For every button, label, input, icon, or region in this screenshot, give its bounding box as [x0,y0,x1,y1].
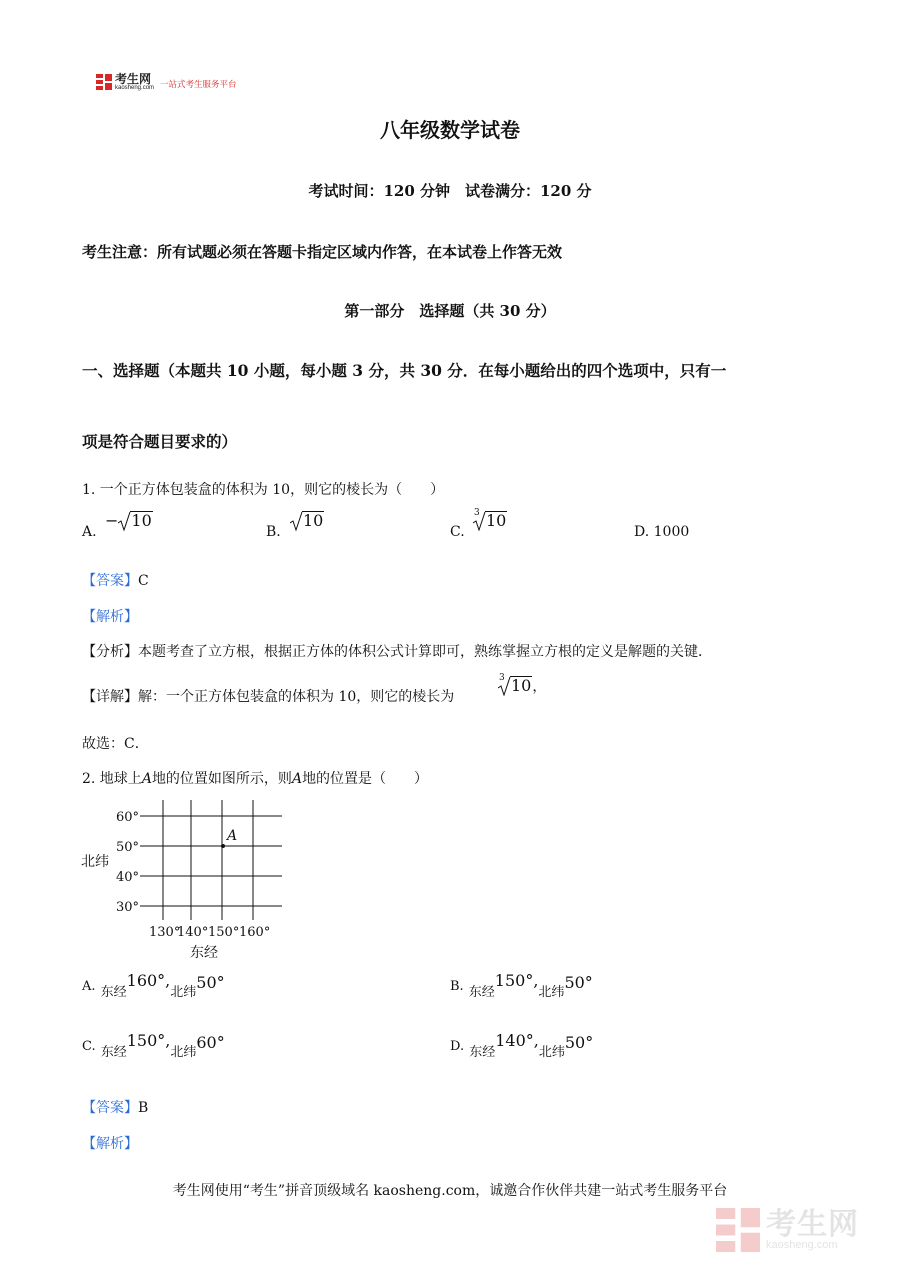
q2-option-b-val1: 150°, [494,971,539,990]
q2-grid [140,800,282,920]
q2-option-c-val1: 150°, [126,1031,171,1050]
y-tick-label: 40° [116,870,140,885]
x-tick-label: 130° [149,925,181,940]
q2-option-b-label: B. [450,979,464,994]
q1-option-b [290,511,324,530]
q1-answer-value: C [138,573,149,589]
q1-detail-root [498,673,547,696]
q1-detail-radicand: 10 [511,676,532,695]
exam-notice: 考生注意：所有试题必须在答题卡指定区域内作答，在本试卷上作答无效 [82,243,563,261]
y-tick-label: 50° [116,840,140,855]
q2-option-c-label: C. [82,1039,96,1054]
watermark [716,1200,859,1260]
q1-option-a [105,511,153,530]
cube-root-icon [498,673,532,695]
watermark-domain: kaosheng.com [766,1238,838,1251]
q1-option-d-label: D. [634,524,650,540]
q1-option-c-label: C. [450,524,465,540]
q2-option-c-dir1: 东经 [100,1045,127,1060]
q2-option-d [450,1031,594,1060]
q1-answer [82,570,149,590]
q2-option-c-val2: 60° [196,1033,225,1052]
q2-option-c [82,1031,225,1060]
q1-detail-tag: 【详解】 [82,689,138,705]
q1-option-d-value: 1000 [653,524,690,540]
section-heading-line2: 项是符合题目要求的） [82,432,238,451]
q2-option-d-dir2: 北纬 [538,1045,565,1060]
q1-stem: 1. 一个正方体包装盒的体积为 10，则它的棱长为（ ） [82,482,445,498]
point-label: A [227,828,238,844]
logo-icon [96,74,112,90]
y-tick-label: 60° [116,810,140,825]
y-tick-label: 30° [116,900,140,915]
exam-subtitle: 考试时间：120 分钟 试卷满分：120 分 [308,182,592,200]
header-logo [96,72,237,92]
q1-conclusion: 故选：C． [82,736,149,752]
q1-option-b-label: B. [266,524,281,540]
q2-option-d-dir1: 东经 [469,1045,496,1060]
q1-detail [82,686,454,706]
q2-point [221,828,237,848]
q2-stem-post: 地的位置是（ ） [302,771,429,787]
q2-option-d-val1: 140°, [495,1031,539,1050]
q2-option-a [82,971,225,1000]
q2-figure [78,798,298,968]
q2-option-a-dir1: 东经 [100,985,127,1000]
q1-option-b-radicand: 10 [303,511,324,530]
y-axis-label: 北纬 [81,854,109,870]
q1-option-c-radicand: 10 [486,511,507,530]
q1-fenxi-tag: 【分析】 [82,644,138,660]
q2-option-b-val2: 50° [564,973,593,992]
q2-option-d-label: D. [450,1039,465,1054]
x-tick-label: 140° [177,925,209,940]
part-heading: 第一部分 选择题（共 30 分） [344,302,556,320]
q2-answer [82,1097,148,1117]
q1-option-a-label: A. [82,524,97,540]
sqrt-icon [118,511,152,530]
q1-option-a-radicand: 10 [131,511,152,530]
watermark-name: 考生网 [766,1206,859,1242]
q1-fenxi-text: 本题考查了立方根，根据正方体的体积公式计算即可，熟练掌握立方根的定义是解题的关键． [138,644,712,660]
x-tick-label: 160° [239,925,271,940]
q2-option-c-dir2: 北纬 [170,1045,197,1060]
q1-option-a-sign: − [105,511,119,530]
q2-stem [82,768,428,788]
q1-answer-tag: 【答案】 [82,573,138,589]
sqrt-icon [290,511,324,530]
x-tick-label: 150° [208,925,240,940]
cube-root-icon [473,508,507,530]
q2-stem-var2: A [291,771,303,787]
q1-detail-end: ， [532,679,547,695]
q2-option-a-dir2: 北纬 [170,985,197,1000]
q2-stem-mid: 地的位置如图所示，则 [151,771,292,787]
q2-option-a-val1: 160°, [126,971,171,990]
q2-option-a-val2: 50° [196,973,225,992]
q2-answer-tag: 【答案】 [82,1100,138,1116]
x-axis-label: 东经 [190,945,218,961]
q2-stem-pre: 2. 地球上 [82,771,142,787]
q2-stem-var: A [141,771,152,787]
q1-option-c [473,508,507,530]
exam-title: 八年级数学试卷 [380,118,520,142]
section-heading-line1: 一、选择题（本题共 10 小题，每小题 3 分，共 30 分．在每小题给出的四个选项中，只有一 [82,361,727,380]
q1-detail-index: 3 [499,673,505,683]
logo-slogan: 一站式考生服务平台 [160,80,237,90]
q1-option-d [634,524,689,540]
q1-fenxi [82,641,712,661]
watermark-logo-icon [716,1208,760,1252]
q2-option-a-label: A. [82,979,96,994]
q2-option-b-dir1: 东经 [468,985,495,1000]
q2-axis-labels [81,810,270,961]
q1-detail-text: 解：一个正方体包装盒的体积为 10，则它的棱长为 [138,689,455,705]
point-marker [221,844,225,848]
q2-answer-value: B [138,1100,149,1116]
q2-option-b-dir2: 北纬 [538,985,565,1000]
q2-analysis-tag: 【解析】 [82,1136,138,1152]
q1-option-c-index: 3 [474,508,480,518]
logo-name: 考生网 [115,72,152,86]
q2-option-b [450,971,593,1000]
q1-analysis-tag: 【解析】 [82,609,138,625]
logo-domain: kaosheng.com [115,85,155,91]
q2-option-d-val2: 50° [564,1033,594,1052]
footer-text: 考生网使用“考生”拼音顶级域名 kaosheng.com，诚邀合作伙伴共建一站式考生服务平台 [172,1183,728,1199]
